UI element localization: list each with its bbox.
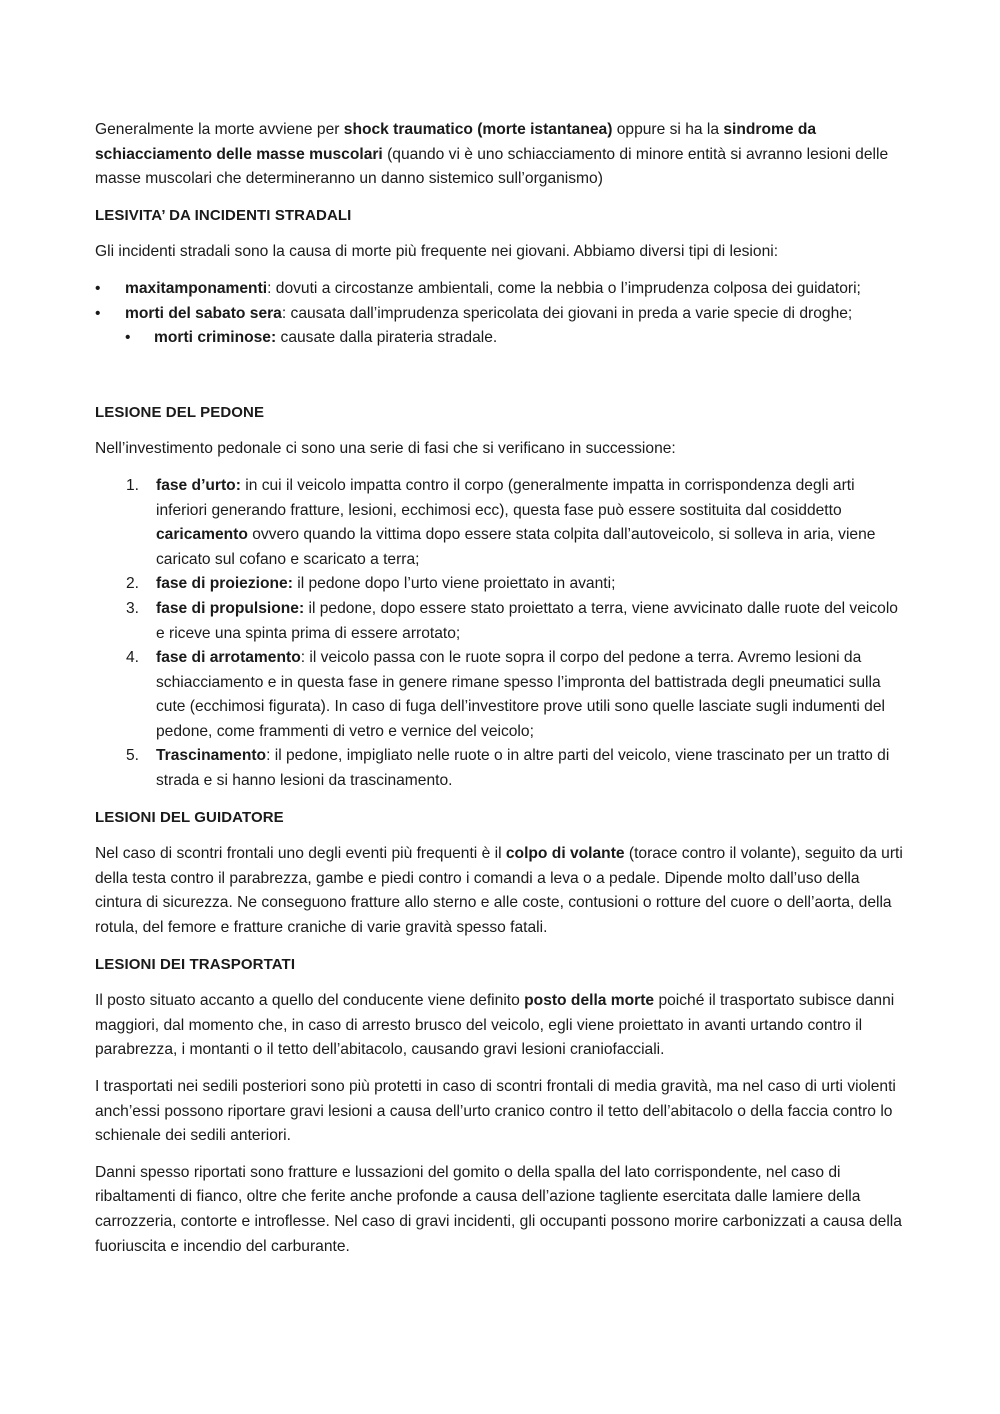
text-run: il pedone, dopo essere stato proiettato a terra, viene avvicinato dalle ruote del veicolo e riceve una spinta prima di essere arrotato;: [156, 599, 898, 642]
bold-run: posto della morte: [524, 992, 655, 1010]
text-run: in cui il veicolo impatta contro il corpo (generalmente impatta in corrispondenza degli arti inferiori generando fratture, lesioni, ecchimosi ecc), questa fase può essere sostituita dal cosiddetto: [156, 476, 855, 519]
list-number: 4.: [126, 649, 140, 667]
trasportati-paragraph-1: [95, 989, 907, 1063]
text-run: oppure si ha la: [612, 121, 724, 138]
bold-run: caricamento: [156, 526, 248, 544]
text-run: Il posto situato accanto a quello del conducente viene definito: [95, 992, 525, 1010]
bold-run: fase di proiezione:: [156, 575, 293, 593]
text-run: il pedone dopo l’urto viene proiettato in avanti;: [292, 575, 616, 593]
list-number: 3.: [126, 599, 140, 617]
list-number: 1.: [126, 476, 140, 494]
lesion-types-list: [95, 277, 907, 351]
bold-run: shock traumatico (morte istantanea): [343, 121, 613, 138]
text-run: poiché il trasportato subisce danni maggiori, dal momento che, in caso di arresto brusco del veicolo, egli viene proiettato in avanti urtando contro il parabrezza, i montanti o il tetto dell’abitacolo, causando gravi lesioni craniofacciali.: [95, 992, 895, 1059]
text-run: : dovuti a circostanze ambientali, come la nebbia o l’imprudenza colposa dei guidatori;: [267, 279, 861, 297]
list-item: [95, 572, 907, 597]
document-page: [95, 118, 907, 1271]
section-heading-trasportati: LESIONI DEI TRASPORTATI: [95, 955, 296, 973]
text-run: (quando vi è uno schiacciamento di minore entità si avranno lesioni delle masse muscolari che determineranno un danno sistemico sull’organismo): [95, 145, 889, 188]
bold-run: maxitamponamenti: [125, 279, 268, 297]
bullet-icon: •: [95, 304, 101, 322]
bold-run: morti criminose:: [154, 329, 277, 347]
bold-run: Trascinamento: [156, 747, 267, 765]
text-run: causate dalla pirateria stradale.: [276, 329, 498, 347]
guidatore-paragraph: [95, 842, 907, 940]
intro-paragraph: [95, 118, 907, 192]
bullet-icon: •: [125, 329, 131, 347]
bullet-icon: •: [95, 279, 101, 297]
list-number: 5.: [126, 747, 140, 765]
text-run: : il pedone, impigliato nelle ruote o in altre parti del veicolo, viene trascinato per un tratto di strada e si hanno lesioni da trascinamento.: [156, 747, 890, 790]
list-item: [95, 326, 907, 351]
section-heading-guidatore: LESIONI DEL GUIDATORE: [95, 808, 284, 826]
trasportati-paragraph-3: Danni spesso riportati sono fratture e lussazioni del gomito o della spalla del lato corrispondente, nel caso di ribaltamenti di fianco, oltre che ferite anche profonde a causa dell’azione tagliente esercitata dalle lamiere della carrozzeria, contorte e introflesse. Nel caso di gravi incidenti, gli occupanti possono morire carbonizzati a causa della fuoriuscita e incendio del carburante.: [95, 1163, 902, 1255]
text-run: (torace contro il volante), seguito da urti della testa contro il parabrezza, gambe e piedi contro i comandi a leva o a pedale. Dipende molto dall’uso della cintura di sicurezza. Ne conseguono fratture allo sterno e alle coste, contusioni o rotture del cuore o dell’aorta, della rotula, del femore e fratture craniche di varie gravità spesso fatali.: [95, 845, 903, 937]
bold-run: sindrome da schiacciamento delle masse muscolari: [95, 121, 817, 163]
section-heading-pedone: LESIONE DEL PEDONE: [95, 403, 265, 421]
list-item: [95, 277, 907, 302]
bold-run: fase di propulsione:: [156, 599, 305, 617]
incidenti-intro-paragraph: Gli incidenti stradali sono la causa di morte più frequente nei giovani. Abbiamo diversi tipi di lesioni:: [95, 243, 779, 261]
list-item: [95, 744, 907, 793]
text-run: Nel caso di scontri frontali uno degli eventi più frequenti è il: [95, 845, 506, 863]
text-run: : causata dall’imprudenza spericolata dei giovani in preda a varie specie di droghe;: [281, 304, 853, 322]
bold-run: fase di arrotamento: [156, 649, 301, 667]
blank-space: [95, 351, 907, 401]
text-run: Generalmente la morte avviene per: [95, 121, 344, 138]
text-run: : il veicolo passa con le ruote sopra il corpo del pedone a terra. Avremo lesioni da schiacciamento e in questa fase in genere rimane spesso l’impronta del battistrada degli pneumatici sulla cute (ecchimosi figurata). In caso di fuga dell’investitore prove utili sono quelle lasciate sugli indumenti del pedone, come frammenti di vetro e vernice del veicolo;: [156, 649, 885, 740]
text-run: ovvero quando la vittima dopo essere stata colpita dall’autoveicolo, si solleva in aria, viene caricato sul cofano e scaricato a terra;: [156, 526, 876, 568]
bold-run: colpo di volante: [505, 845, 625, 863]
list-item: [95, 474, 907, 572]
pedestrian-phases-list: [95, 474, 907, 794]
list-item: [95, 646, 907, 744]
list-item: [95, 302, 907, 327]
trasportati-paragraph-2: I trasportati nei sedili posteriori sono più protetti in caso di scontri frontali di media gravità, ma nel caso di urti violenti anch’essi possono riportare gravi lesioni a causa dell’urto cranico contro il tetto dell’abitacolo o della faccia contro lo schienale dei sedili anteriori.: [95, 1078, 896, 1145]
bold-run: morti del sabato sera: [125, 304, 282, 322]
bold-run: fase d’urto:: [156, 476, 241, 494]
pedone-intro-paragraph: Nell’investimento pedonale ci sono una serie di fasi che si verificano in successione:: [95, 440, 676, 458]
list-number: 2.: [126, 575, 140, 593]
list-item: [95, 597, 907, 646]
section-heading-incidenti: LESIVITA’ DA INCIDENTI STRADALI: [95, 206, 352, 224]
